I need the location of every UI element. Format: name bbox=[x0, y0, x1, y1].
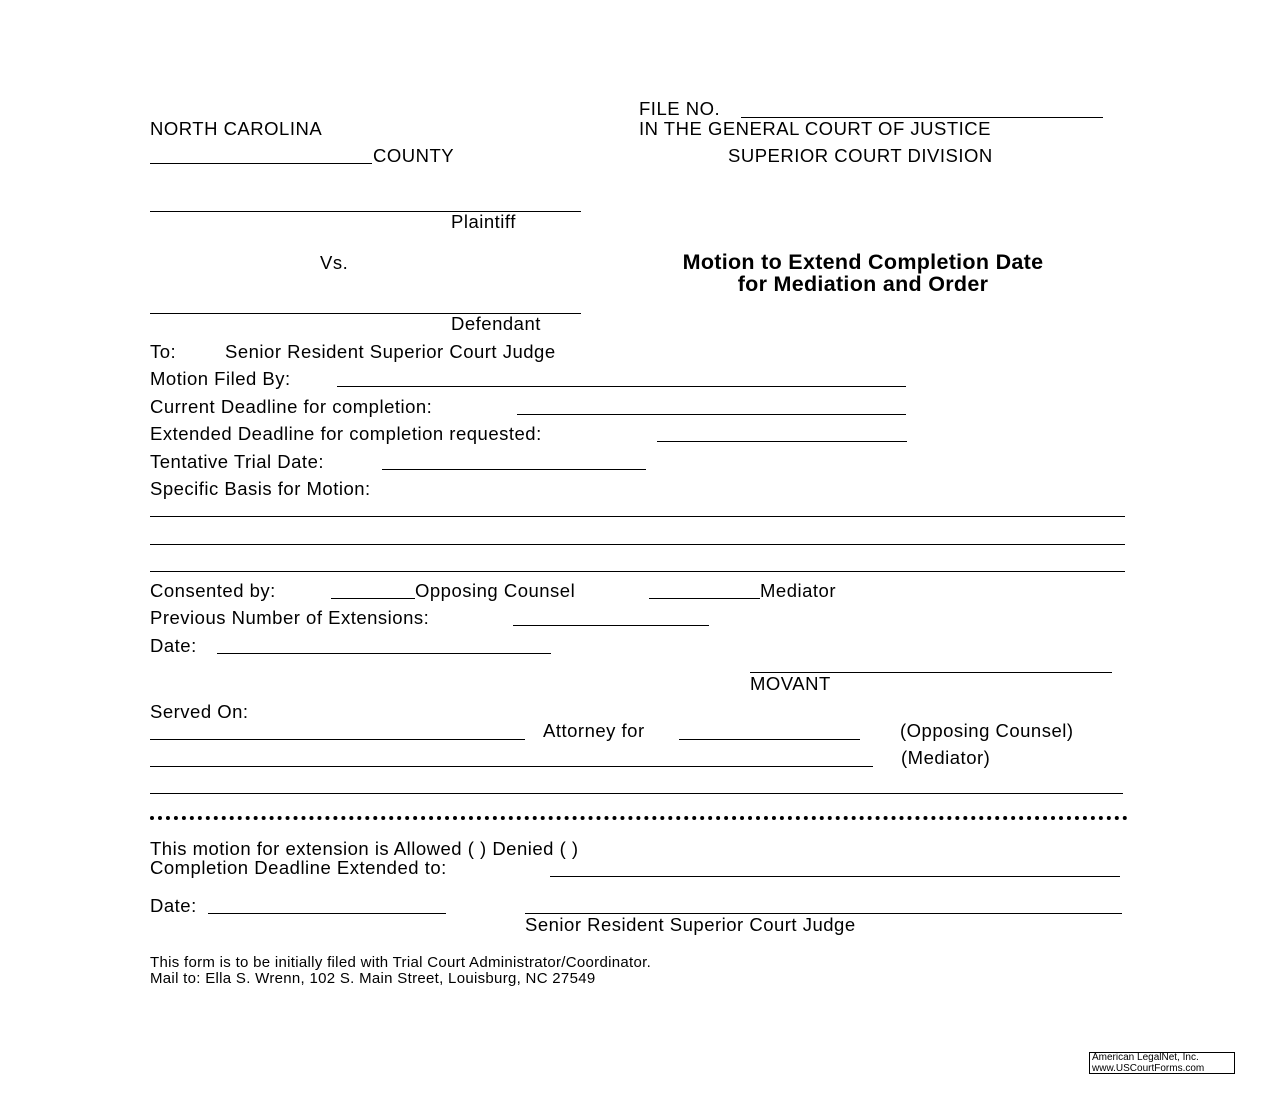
section-divider bbox=[150, 816, 1128, 820]
consented-by-label: Consented by: bbox=[150, 580, 276, 601]
to-label: To: bbox=[150, 341, 177, 362]
served-on-label: Served On: bbox=[150, 701, 249, 722]
specific-basis-label: Specific Basis for Motion: bbox=[150, 478, 371, 499]
specific-basis-line-1[interactable] bbox=[150, 516, 1125, 517]
served-on-field-1[interactable] bbox=[150, 739, 525, 740]
date-field[interactable] bbox=[217, 653, 551, 654]
to-value: Senior Resident Superior Court Judge bbox=[225, 341, 556, 362]
attorney-for-field[interactable] bbox=[679, 739, 860, 740]
allowed-denied-text: This motion for extension is Allowed ( ) Denied ( ) bbox=[150, 838, 579, 859]
served-on-field-2[interactable] bbox=[150, 766, 873, 767]
specific-basis-line-3[interactable] bbox=[150, 571, 1125, 572]
current-deadline-label: Current Deadline for completion: bbox=[150, 396, 433, 417]
county-field[interactable] bbox=[150, 163, 372, 164]
motion-filed-by-field[interactable] bbox=[337, 386, 906, 387]
served-on-field-3[interactable] bbox=[150, 793, 1123, 794]
county-label: COUNTY bbox=[373, 145, 455, 166]
division-label: SUPERIOR COURT DIVISION bbox=[728, 145, 993, 166]
tentative-trial-field[interactable] bbox=[382, 469, 646, 470]
opposing-counsel-paren-label: (Opposing Counsel) bbox=[900, 720, 1074, 741]
judge-signature-label: Senior Resident Superior Court Judge bbox=[525, 914, 856, 935]
document-title-line2: for Mediation and Order bbox=[737, 272, 989, 296]
completion-extended-label: Completion Deadline Extended to: bbox=[150, 857, 447, 878]
defendant-label: Defendant bbox=[451, 313, 541, 334]
mediator-consent-field[interactable] bbox=[649, 598, 760, 599]
tentative-trial-label: Tentative Trial Date: bbox=[150, 451, 324, 472]
publisher-name: American LegalNet, Inc. bbox=[1092, 1052, 1199, 1063]
extended-deadline-field[interactable] bbox=[657, 441, 907, 442]
state-label: NORTH CAROLINA bbox=[150, 118, 323, 139]
footer-note-2: Mail to: Ella S. Wrenn, 102 S. Main Street, Louisburg, NC 27549 bbox=[150, 970, 596, 987]
opposing-counsel-label: Opposing Counsel bbox=[415, 580, 576, 601]
vs-label: Vs. bbox=[320, 252, 349, 273]
previous-extensions-label: Previous Number of Extensions: bbox=[150, 607, 430, 628]
publisher-url: www.USCourtForms.com bbox=[1092, 1062, 1205, 1074]
completion-extended-field[interactable] bbox=[550, 876, 1120, 877]
plaintiff-field[interactable] bbox=[150, 211, 581, 212]
mediator-paren-label: (Mediator) bbox=[901, 747, 991, 768]
order-date-field[interactable] bbox=[208, 913, 446, 914]
specific-basis-line-2[interactable] bbox=[150, 544, 1125, 545]
movant-label: MOVANT bbox=[750, 673, 831, 694]
attorney-for-label: Attorney for bbox=[543, 720, 645, 741]
file-no-label: FILE NO. bbox=[639, 98, 721, 119]
motion-filed-by-label: Motion Filed By: bbox=[150, 368, 291, 389]
date-label: Date: bbox=[150, 635, 197, 656]
mediator-label: Mediator bbox=[760, 580, 836, 601]
order-date-label: Date: bbox=[150, 895, 197, 916]
document-title-line1: Motion to Extend Completion Date bbox=[682, 250, 1044, 274]
court-label: IN THE GENERAL COURT OF JUSTICE bbox=[639, 118, 991, 139]
plaintiff-label: Plaintiff bbox=[451, 211, 516, 232]
extended-deadline-label: Extended Deadline for completion requested: bbox=[150, 423, 542, 444]
publisher-badge bbox=[1089, 1052, 1235, 1074]
opposing-counsel-consent-field[interactable] bbox=[331, 598, 415, 599]
footer-note-1: This form is to be initially filed with Trial Court Administrator/Coordinator. bbox=[150, 954, 652, 971]
previous-extensions-field[interactable] bbox=[513, 625, 709, 626]
current-deadline-field[interactable] bbox=[517, 414, 906, 415]
